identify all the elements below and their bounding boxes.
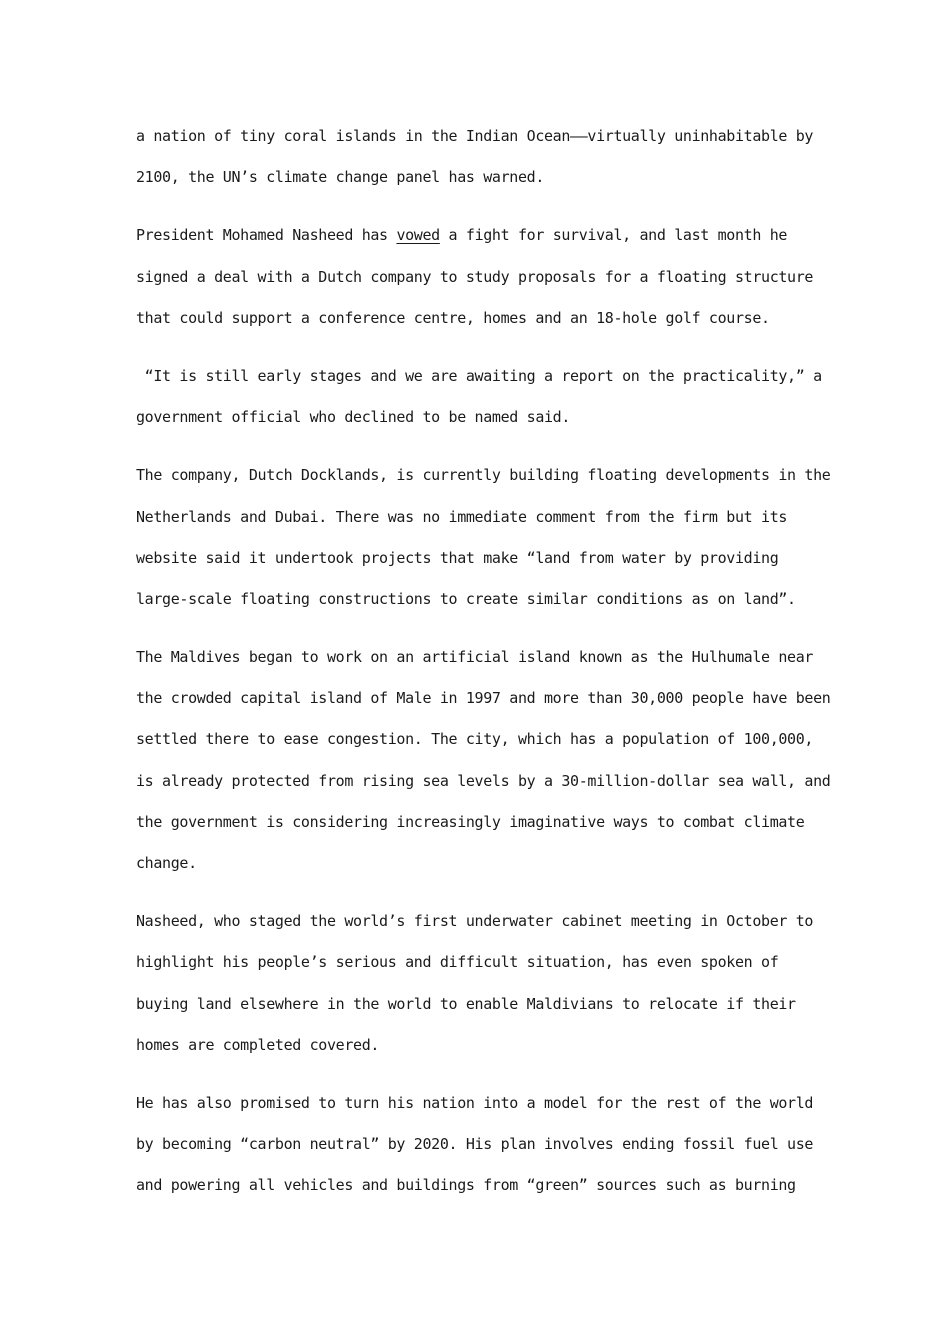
text-line: change. [136, 854, 197, 872]
text-line: Netherlands and Dubai. There was no immediate comment from the firm but its [136, 507, 788, 526]
text-line: signed a deal with a Dutch company to study proposals for a floating structure [136, 267, 814, 286]
text-line: is already protected from rising sea levels by a 30-million-dollar sea wall, and [136, 771, 831, 790]
text-line: settled there to ease congestion. The city, which has a population of 100,000, [136, 730, 814, 749]
text-line: that could support a conference centre, homes and an 18-hole golf course. [136, 308, 770, 327]
text-segment: President Mohamed Nasheed has [136, 226, 397, 245]
paragraph-7 [136, 1083, 816, 1207]
text-line: highlight his people’s serious and difficult situation, has even spoken of [136, 953, 779, 972]
paragraph-6 [136, 901, 816, 1066]
paragraph-4 [136, 455, 831, 620]
text-line: the crowded capital island of Male in 1997 and more than 30,000 people have been [136, 689, 831, 708]
paragraph-1 [136, 116, 816, 198]
text-line: a nation of tiny coral islands in the Indian Ocean——virtually uninhabitable by [136, 127, 814, 145]
text-line: The Maldives began to work on an artificial island known as the Hulhumale near [136, 648, 814, 667]
text-line: Nasheed, who staged the world’s first underwater cabinet meeting in October to [136, 912, 814, 931]
text-line: The company, Dutch Docklands, is currently building floating developments in the [136, 466, 831, 485]
text-line: the government is considering increasingly imaginative ways to combat climate [136, 812, 805, 831]
document-page [136, 116, 831, 1224]
text-line: by becoming “carbon neutral” by 2020. His plan involves ending fossil fuel use [136, 1135, 814, 1154]
text-line [136, 215, 816, 256]
paragraph-2 [136, 215, 816, 339]
text-line: and powering all vehicles and buildings from “green” sources such as burning [136, 1176, 796, 1195]
underlined-word: vowed [396, 226, 440, 245]
text-line: website said it undertook projects that make “land from water by providing [136, 548, 779, 567]
text-line: “It is still early stages and we are awaiting a report on the practicality,” a [136, 366, 822, 385]
text-line: large-scale floating constructions to create similar conditions as on land”. [136, 589, 796, 608]
paragraph-3 [136, 356, 822, 438]
text-line: buying land elsewhere in the world to enable Maldivians to relocate if their [136, 994, 796, 1013]
text-line: homes are completed covered. [136, 1035, 380, 1054]
text-line: 2100, the UN’s climate change panel has warned. [136, 168, 544, 187]
text-line: He has also promised to turn his nation into a model for the rest of the world [136, 1093, 814, 1112]
paragraph-5 [136, 637, 831, 884]
text-segment: a fight for survival, and last month he [439, 226, 788, 245]
text-line: government official who declined to be named said. [136, 408, 571, 427]
